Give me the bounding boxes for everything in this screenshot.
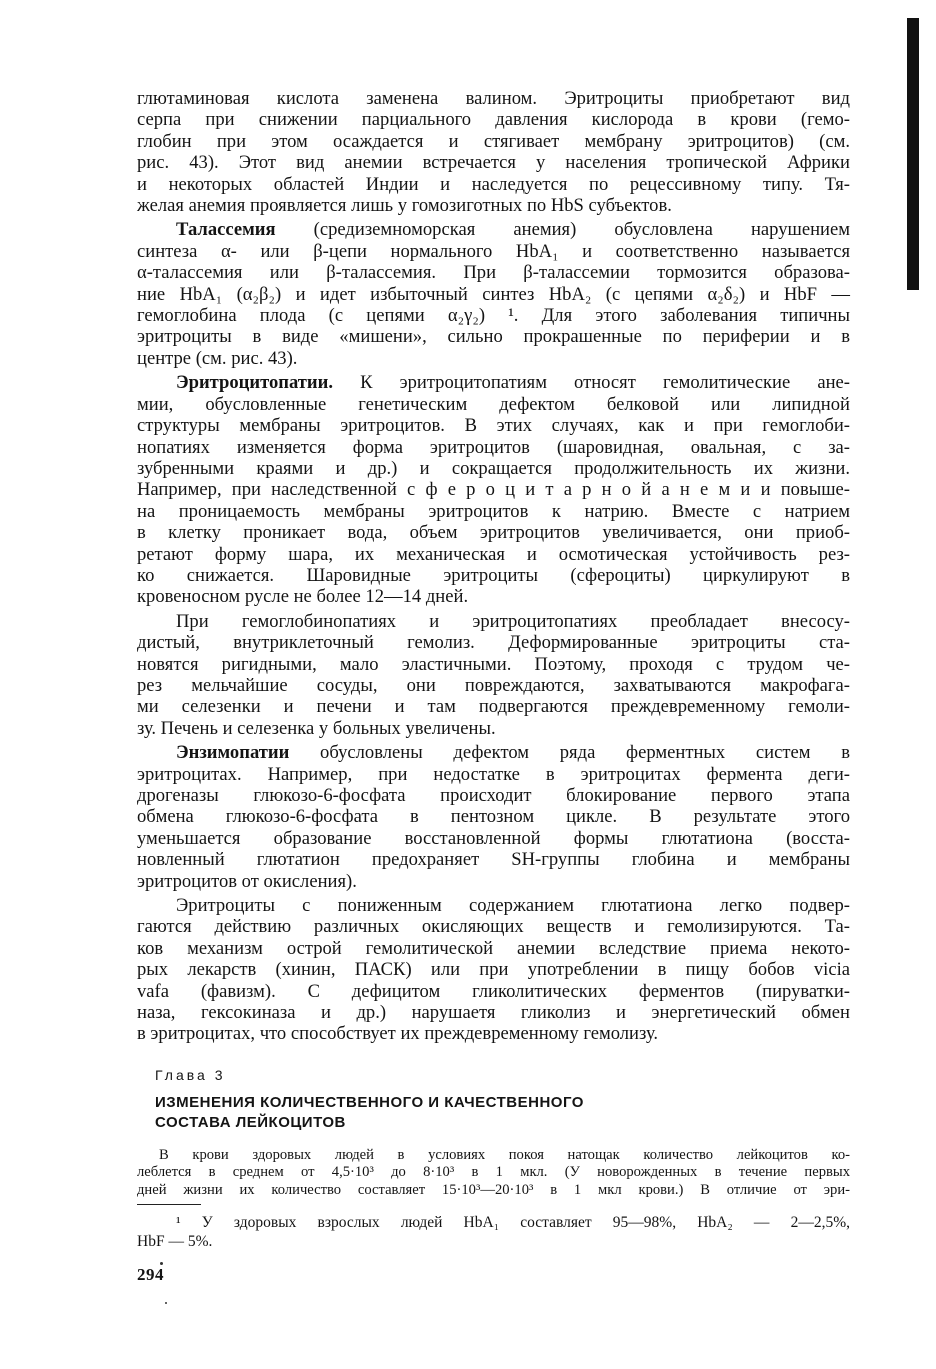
text-line: центре (см. рис. 43). [137, 347, 298, 369]
chapter-title [137, 1093, 850, 1133]
text-line: новятся ригидными, мало эластичными. Поэтому, проходя с трудом че- [137, 653, 850, 675]
paragraph-erythrocytopathies [137, 372, 850, 607]
paragraph-hemolysis [137, 611, 850, 739]
small-print-paragraph [137, 1147, 850, 1200]
text-line: эритроцитах. Например, при недостатке в эритроцитах фермента деги- [137, 763, 850, 785]
text-run: (средиземноморская анемия) обусловлена нарушением [275, 219, 850, 241]
text-line: в эритроцитах, что способствует их преждевременному гемолизу. [137, 1023, 659, 1045]
text-line: Например, при наследственной с ф е р о ц и т а р н о й а н е м и и повыше- [137, 479, 850, 501]
text-line [137, 219, 850, 240]
footnote-divider [137, 1204, 201, 1205]
text-line: рис. 43). Этот вид анемии встречается у населения тропической Африки [137, 152, 850, 174]
text-line: обмена глюкозо-6-фосфата в пентозном цикле. В результате этого [137, 806, 850, 828]
text-line: ко снижается. Шаровидные эритроциты (сфероциты) циркулируют в [137, 564, 850, 586]
text-line: Эритроциты с пониженным содержанием глютатиона легко подвер- [176, 895, 850, 917]
text-line [137, 742, 850, 763]
text-line: гемоглобина плода (с цепями α₂γ₂) ¹. Для этого заболевания типичны [137, 305, 850, 327]
text-line: α-талассемия или β-талассемия. При β-талассемии тормозится образова- [137, 262, 850, 284]
text-line: и некоторых областей Индии и наследуется по рецессивному типу. Тя- [137, 173, 850, 195]
paragraph-sickle-cell [137, 88, 850, 216]
footnote-line: ¹ У здоровых взрослых людей HbA₁ составляет 95—98%, HbA₂ — 2—2,5%, [176, 1214, 850, 1232]
text-line: кровеносном русле не более 12—14 дней. [137, 586, 469, 608]
text-line: желая анемия проявляется лишь у гомозиготных по HbS субъектов. [137, 195, 672, 217]
text-line: глютаминовая кислота заменена валином. Эритроциты приобретают вид [137, 88, 850, 109]
text-line: vafa (фавизм). С дефицитом гликолитических ферментов (пируватки- [137, 980, 850, 1002]
text-line: глобин при этом осаждается и стягивает мембрану эритроцитов) (см. [137, 130, 850, 152]
text-line: нопатиях изменяется форма эритроцитов (шаровидная, овальная, с за- [137, 436, 850, 458]
term-enzymopathies: Энзимопатии [176, 742, 290, 764]
text-line: мии, обусловленные генетическим дефектом белковой или липидной [137, 393, 850, 415]
text-line: эритроцитов от окисления). [137, 870, 357, 892]
text-line: серпа при снижении парциального давления кислорода в крови (гемо- [137, 109, 850, 131]
page-edge-mark [907, 18, 919, 290]
text-line: структуры мембраны эритроцитов. В этих случаях, как и при гемоглоби- [137, 415, 850, 437]
book-page [137, 88, 850, 1285]
text-line: в клетку проникает вода, объем эритроцитов увеличивается, они приоб- [137, 522, 850, 544]
text-run: К эритроцитопатиям относят гемолитические ане- [333, 372, 850, 394]
text-line: рых лекарств (хинин, ПАСК) или при употреблении в пищу бобов vicia [137, 959, 850, 981]
text-line: на проницаемость мембраны эритроцитов к натрию. Вместе с натрием [137, 500, 850, 522]
text-line: эритроциты в виде «мишени», сильно прокрашенные по периферии и в [137, 326, 850, 348]
text-line: При гемоглобинопатиях и эритроцитопатиях преобладает внесосу- [176, 610, 850, 632]
text-line: новленный глютатион предохраняет SH-группы глобина и мембраны [137, 849, 850, 871]
text-line: синтеза α- или β-цепи нормального HbA₁ и соответственно называется [137, 240, 850, 262]
text-line: уменьшается образование восстановленной формы глютатиона (восста- [137, 827, 850, 849]
text-line: ми селезенки и печени и там подвергаются преждевременному гемоли- [137, 696, 850, 718]
text-line [137, 372, 850, 393]
text-line: дрогеназы глюкозо-6-фосфата происходит блокирование первого этапа [137, 785, 850, 806]
text-line: ков механизм острой гемолитической анемии вследствие приема некото- [137, 937, 850, 959]
footnote-line: HbF — 5%. [137, 1233, 213, 1251]
text-line: ние HbA₁ (α₂β₂) и идет избыточный синтез HbA₂ (с цепями α₂δ₂) и HbF — [137, 283, 850, 305]
chapter-title-line: СОСТАВА ЛЕЙКОЦИТОВ [155, 1113, 346, 1131]
paragraph-glutathione [137, 895, 850, 1045]
text-line: зу. Печень и селезенка у больных увеличены. [137, 717, 496, 739]
text-line: рез мельчайшие сосуды, они повреждаются, захватываются макрофага- [137, 674, 850, 696]
paragraph-thalassemia [137, 219, 850, 369]
footnote [137, 1213, 850, 1251]
term-thalassemia: Талассемия [176, 219, 276, 241]
term-erythrocytopathies: Эритроцитопатии. [176, 372, 334, 394]
text-line: дистый, внутриклеточный гемолиз. Деформированные эритроциты ста- [137, 632, 850, 654]
text-line: В крови здоровых людей в условиях покоя натощак количество лейкоцитов ко- [159, 1146, 850, 1163]
text-line: ретают форму шара, их механическая и осмотическая устойчивость рез- [137, 543, 850, 565]
chapter-title-line: ИЗМЕНЕНИЯ КОЛИЧЕСТВЕННОГО И КАЧЕСТВЕННОГО [155, 1093, 584, 1111]
text-line: наза, гексокиназа и др.) нарушаетя гликолиз и энергетический обмен [137, 1002, 850, 1024]
text-line: гаются действию различных окисляющих веществ и гемолизируются. Та- [137, 916, 850, 938]
text-line: зубренными краями и др.) и сокращается продолжительность их жизни. [137, 457, 850, 479]
text-line: леблется в среднем от 4,5·10³ до 8·10³ в 1 мкл. (У новорожденных в течение первых [137, 1164, 850, 1181]
paragraph-enzymopathies [137, 742, 850, 892]
page-number: 294 [137, 1265, 164, 1285]
text-line: дней жизни их количество составляет 15·10³—20·10³ в 1 мкл крови.) В отличие от эри- [137, 1181, 850, 1198]
chapter-label: Глава 3 [155, 1066, 226, 1083]
text-run: обусловлены дефектом ряда ферментных систем в [289, 742, 850, 764]
scan-speck [165, 1302, 167, 1304]
